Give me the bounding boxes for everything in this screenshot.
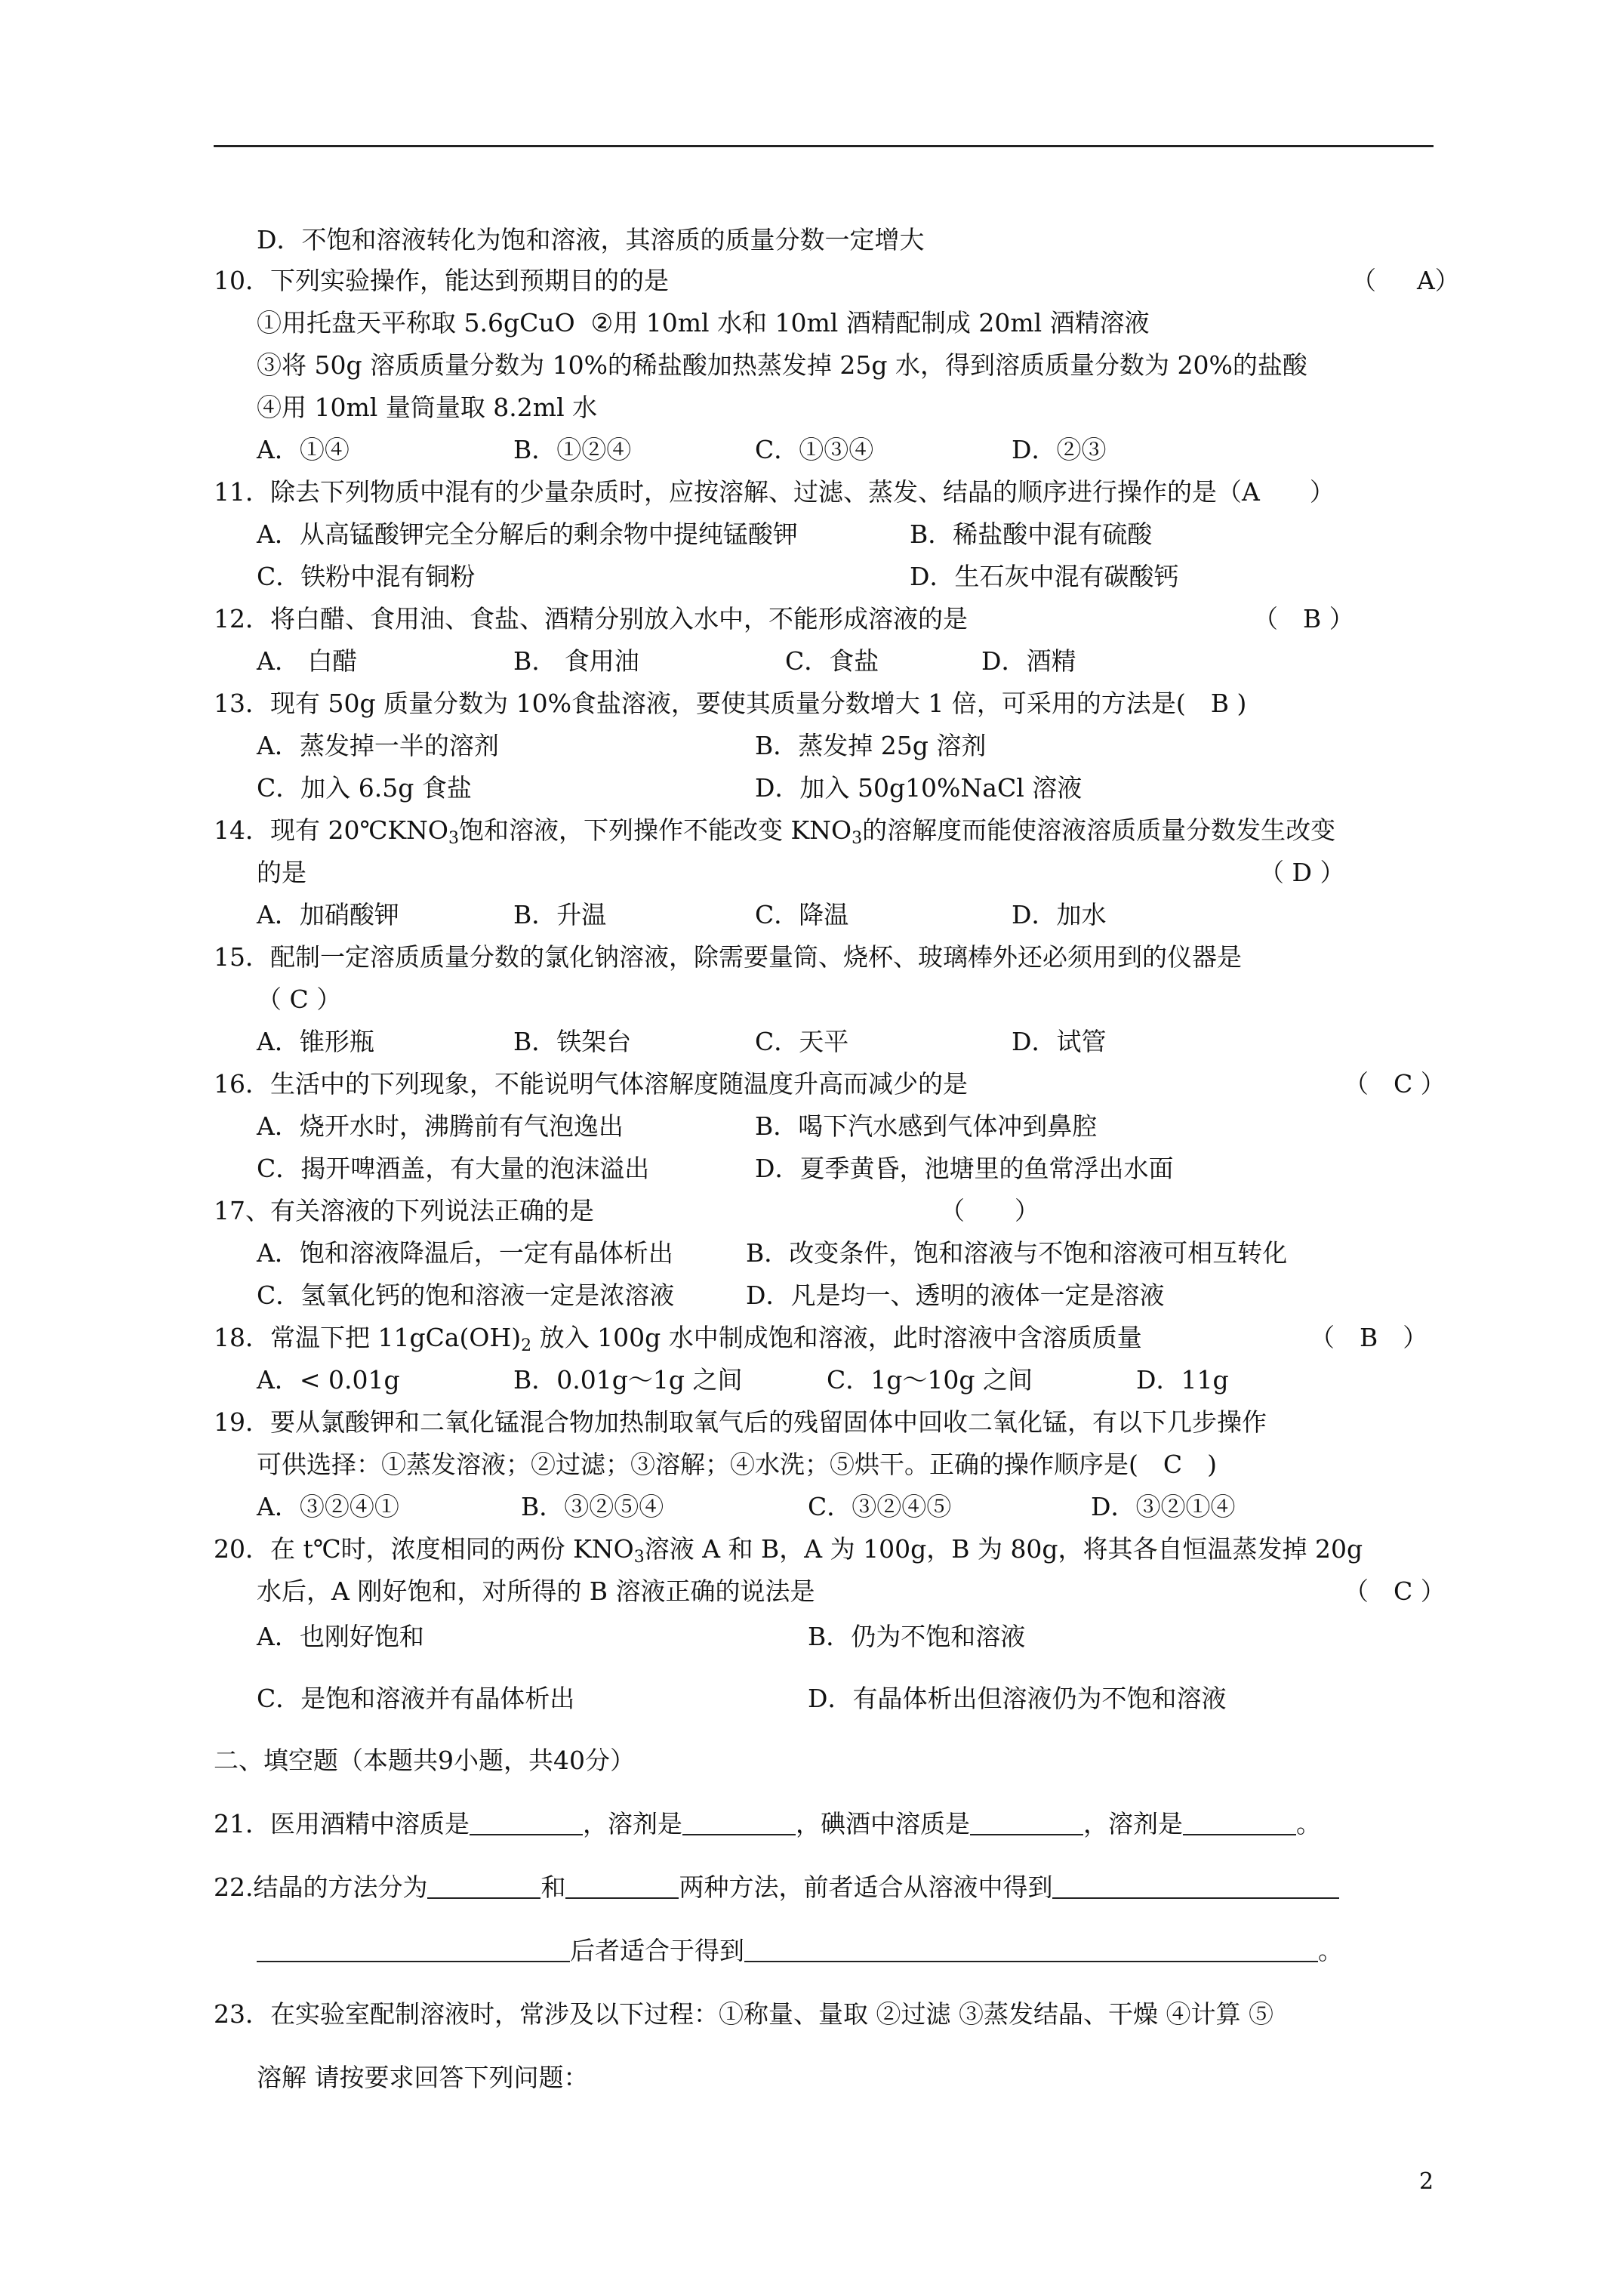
- q23-stem: 23．在实验室配制溶液时，常涉及以下过程：①称量、量取 ②过滤 ③蒸发结晶、干燥 ④计算 ⑤: [214, 1999, 1273, 2029]
- q22-blank-5[interactable]: [744, 1938, 1318, 1962]
- q21-blank-1[interactable]: [470, 1811, 583, 1835]
- q22-blank-1[interactable]: [427, 1875, 540, 1899]
- q10-item-1-2: ①用托盘天平称取 5.6gCuO ②用 10ml 水和 10ml 酒精配制成 20ml 酒精溶液: [257, 308, 1150, 337]
- q19-option-a: A．③②④①: [257, 1492, 399, 1521]
- q14-option-a: A．加硝酸钾: [257, 900, 399, 929]
- q13-option-b: B．蒸发掉 25g 溶剂: [755, 731, 987, 760]
- q15-stem: 15．配制一定溶质质量分数的氯化钠溶液，除需要量筒、烧杯、玻璃棒外还必须用到的仪器是: [214, 942, 1242, 972]
- q14-stem-continued: 的是: [257, 858, 306, 887]
- q11-option-b: B．稀盐酸中混有硫酸: [910, 519, 1153, 549]
- q13-stem: 13．现有 50g 质量分数为 10%食盐溶液，要使其质量分数增大 1 倍，可采用的方法是( B ): [214, 689, 1247, 718]
- q18-option-d: D．11g: [1136, 1365, 1229, 1395]
- q12-option-b: B. 食用油: [513, 646, 639, 676]
- q16-option-d: D．夏季黄昏，池塘里的鱼常浮出水面: [755, 1154, 1174, 1183]
- q18-option-b: B．0.01g～1g 之间: [513, 1365, 743, 1395]
- q22-blank-2[interactable]: [565, 1875, 679, 1899]
- q17-option-d: D．凡是均一、透明的液体一定是溶液: [746, 1281, 1165, 1310]
- q20-answer: （ C ）: [1344, 1576, 1446, 1606]
- q22-blank-3[interactable]: [1052, 1875, 1339, 1899]
- q16-option-c: C．揭开啤酒盖，有大量的泡沫溢出: [257, 1154, 650, 1183]
- q19-option-b: B．③②⑤④: [521, 1492, 664, 1521]
- q13-option-c: C．加入 6.5g 食盐: [257, 773, 472, 803]
- q21-blank-3[interactable]: [970, 1811, 1083, 1835]
- q12-option-a: A. 白醋: [257, 646, 358, 676]
- q19-stem: 19．要从氯酸钾和二氧化锰混合物加热制取氧气后的残留固体中回收二氧化锰，有以下几步操作: [214, 1407, 1267, 1437]
- q11-option-c: C．铁粉中混有铜粉: [257, 562, 476, 591]
- q11-option-a: A．从高锰酸钾完全分解后的剩余物中提纯锰酸钾: [257, 519, 798, 549]
- q19-option-d: D．③②①④: [1091, 1492, 1236, 1521]
- q13-option-a: A．蒸发掉一半的溶剂: [257, 731, 499, 760]
- header-rule: [214, 145, 1434, 147]
- q17-stem: 17、有关溶液的下列说法正确的是: [214, 1196, 594, 1225]
- q18-option-a: A．< 0.01g: [257, 1365, 400, 1395]
- q14-option-d: D．加水: [1012, 900, 1107, 929]
- q11-stem: 11．除去下列物质中混有的少量杂质时，应按溶解、过滤、蒸发、结晶的顺序进行操作的是（A ）: [214, 477, 1335, 507]
- q23-stem-continued: 溶解 请按要求回答下列问题：: [257, 2063, 589, 2092]
- q20-stem-continued: 水后，A 刚好饱和，对所得的 B 溶液正确的说法是: [257, 1576, 815, 1606]
- q10-option-a: A．①④: [257, 435, 350, 464]
- q20-option-c: C．是饱和溶液并有晶体析出: [257, 1684, 575, 1713]
- q20-stem: 20．在 t℃时，浓度相同的两份 $KNO_3$溶液 A 和 B，A 为 100g，B 为 80g，将其各自恒温蒸发掉 20g: [214, 1534, 1363, 1567]
- q17-option-a: A．饱和溶液降温后，一定有晶体析出: [257, 1238, 673, 1268]
- q10-option-c: C．①③④: [755, 435, 874, 464]
- q18-answer: （ B ）: [1310, 1323, 1428, 1352]
- q16-option-b: B．喝下汽水感到气体冲到鼻腔: [755, 1111, 1098, 1141]
- q15-answer: （ C ）: [257, 985, 342, 1014]
- q10-answer: （ A）: [1351, 266, 1460, 295]
- q14-answer: （ D ）: [1259, 858, 1345, 887]
- q17-option-b: B．改变条件，饱和溶液与不饱和溶液可相互转化: [746, 1238, 1288, 1268]
- q22-blank-4[interactable]: [257, 1938, 570, 1962]
- q15-option-a: A．锥形瓶: [257, 1027, 374, 1056]
- q12-option-c: C．食盐: [785, 646, 879, 676]
- q11-option-d: D．生石灰中混有碳酸钙: [910, 562, 1179, 591]
- q9-option-d: D．不饱和溶液转化为饱和溶液，其溶质的质量分数一定增大: [257, 225, 925, 254]
- page-number: 2: [1419, 2168, 1434, 2195]
- q21-blank-4[interactable]: [1183, 1811, 1296, 1835]
- q16-answer: （ C ）: [1344, 1069, 1446, 1099]
- q10-item-4: ④用 10ml 量筒量取 8.2ml 水: [257, 393, 598, 422]
- q21-blank-2[interactable]: [682, 1811, 796, 1835]
- q19-option-c: C．③②④⑤: [808, 1492, 952, 1521]
- q16-stem: 16．生活中的下列现象，不能说明气体溶解度随温度升高而减少的是: [214, 1069, 968, 1099]
- q15-option-d: D．试管: [1012, 1027, 1107, 1056]
- q16-option-a: A．烧开水时，沸腾前有气泡逸出: [257, 1111, 624, 1141]
- q17-option-c: C．氢氧化钙的饱和溶液一定是浓溶液: [257, 1281, 675, 1310]
- q15-option-b: B．铁架台: [513, 1027, 632, 1056]
- q20-option-a: A．也刚好饱和: [257, 1622, 424, 1651]
- q12-stem: 12．将白醋、食用油、食盐、酒精分别放入水中，不能形成溶液的是: [214, 604, 968, 633]
- q22-fill-line2: 后者适合于得到 。: [257, 1934, 1343, 1968]
- q18-option-c: C．1g～10g 之间: [827, 1365, 1033, 1395]
- q18-stem: 18．常温下把 $11gCa(OH)_2$ 放入 100g 水中制成饱和溶液，此时溶液中含溶质质量: [214, 1323, 1142, 1355]
- q12-option-d: D．酒精: [981, 646, 1076, 676]
- q10-option-b: B．①②④: [513, 435, 632, 464]
- q14-stem: 14．现有 $20℃KNO_3$饱和溶液，下列操作不能改变 $KNO_3$的溶解度而能使溶液溶质质量分数发生改变: [214, 815, 1336, 848]
- q10-stem: 10．下列实验操作，能达到预期目的的是: [214, 266, 669, 295]
- q20-option-b: B．仍为不饱和溶液: [808, 1622, 1026, 1651]
- q17-answer: （ ）: [940, 1196, 1039, 1225]
- q10-option-d: D．②③: [1012, 435, 1107, 464]
- q22-fill-line1: 22.结晶的方法分为 和 两种方法，前者适合从溶液中得到: [214, 1871, 1339, 1904]
- section-title: 二、填空题（本题共9小题，共40分）: [214, 1746, 635, 1775]
- q20-option-d: D．有晶体析出但溶液仍为不饱和溶液: [808, 1684, 1227, 1713]
- q14-option-b: B．升温: [513, 900, 607, 929]
- q21-fill: 21．医用酒精中溶质是 ，溶剂是 ，碘酒中溶质是 ，溶剂是 。: [214, 1809, 1321, 1838]
- q15-option-c: C．天平: [755, 1027, 849, 1056]
- q19-stem-continued: 可供选择：①蒸发溶液；②过滤；③溶解；④水洗；⑤烘干。正确的操作顺序是( C ): [257, 1450, 1217, 1479]
- q14-option-c: C．降温: [755, 900, 849, 929]
- q13-option-d: D．加入 50g10%NaCl 溶液: [755, 773, 1083, 803]
- q12-answer: （ B ）: [1253, 604, 1354, 633]
- q10-item-3: ③将 50g 溶质质量分数为 10%的稀盐酸加热蒸发掉 25g 水，得到溶质质量分数为 20%的盐酸: [257, 350, 1307, 380]
